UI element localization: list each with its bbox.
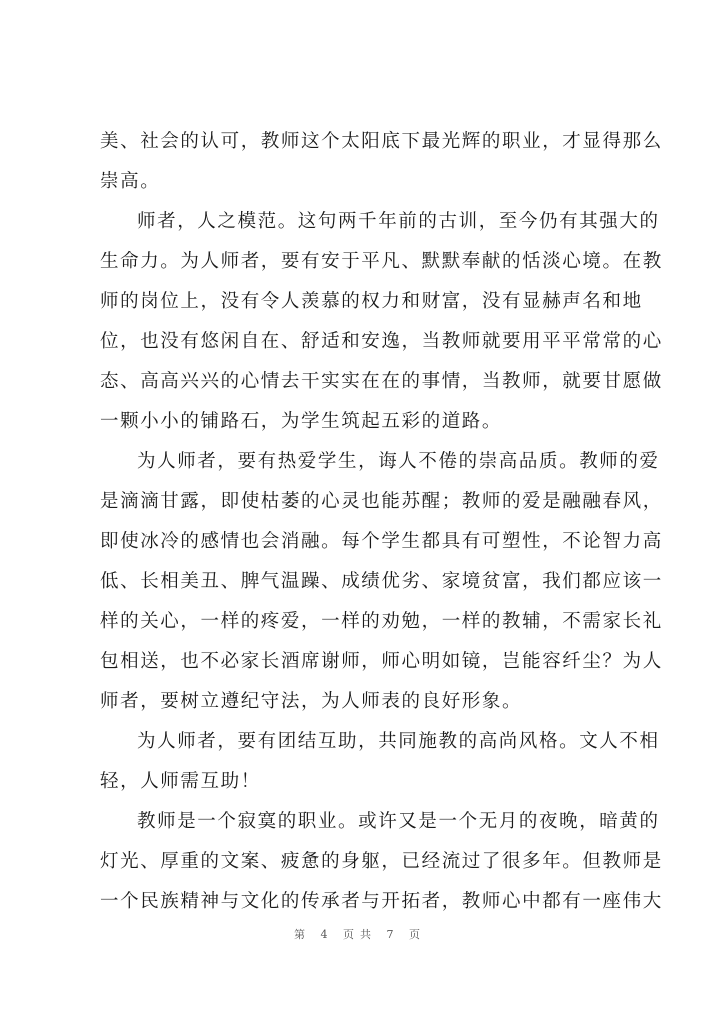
paragraph-line: 为人师者，要有热爱学生，诲人不倦的崇高品质。教师的爱: [137, 451, 660, 472]
paragraph-line: 崇高。: [100, 171, 161, 192]
paragraph-line: 美、社会的认可，教师这个太阳底下最光辉的职业，才显得那么: [100, 131, 663, 152]
paragraph-line: 生命力。为人师者，要有安于平凡、默默奉献的恬淡心境。在教: [100, 251, 663, 272]
paragraph-line: 位，也没有悠闲自在、舒适和安逸，当教师就要用平平常常的心: [100, 331, 663, 352]
page-number-footer: 第 4 页共 7 页: [294, 928, 426, 941]
paragraph-line: 即使冰冷的感情也会消融。每个学生都具有可塑性，不论智力高: [100, 531, 663, 552]
paragraph-line: 是滴滴甘露，即使枯萎的心灵也能苏醒；教师的爱是融融春风，: [100, 491, 663, 512]
paragraph-line: 师的岗位上，没有令人羡慕的权力和财富，没有显赫声名和地: [100, 291, 643, 312]
paragraph-line: 一颗小小的铺路石，为学生筑起五彩的道路。: [100, 411, 503, 432]
paragraph-line: 灯光、厚重的文案、疲惫的身躯，已经流过了很多年。但教师是: [100, 851, 663, 872]
paragraph-line: 轻，人师需互助！: [100, 771, 261, 792]
paragraph-line: 师者，要树立遵纪守法，为人师表的良好形象。: [100, 691, 523, 712]
paragraph-line: 为人师者，要有团结互助，共同施教的高尚风格。文人不相: [137, 731, 660, 752]
paragraph-line: 教师是一个寂寞的职业。或许又是一个无月的夜晚，暗黄的: [137, 811, 660, 832]
paragraph-line: 态、高高兴兴的心情去干实实在在的事情，当教师，就要甘愿做: [100, 371, 663, 392]
paragraph-line: 包相送，也不必家长酒席谢师，师心明如镜，岂能容纤尘？为人: [100, 651, 663, 672]
paragraph-line: 一个民族精神与文化的传承者与开拓者，教师心中都有一座伟大: [100, 891, 663, 912]
paragraph-line: 样的关心，一样的疼爱，一样的劝勉，一样的教辅，不需家长礼: [100, 611, 663, 632]
paragraph-line: 低、长相美丑、脾气温躁、成绩优劣、家境贫富，我们都应该一: [100, 571, 663, 592]
paragraph-line: 师者，人之模范。这句两千年前的古训，至今仍有其强大的: [137, 211, 660, 232]
